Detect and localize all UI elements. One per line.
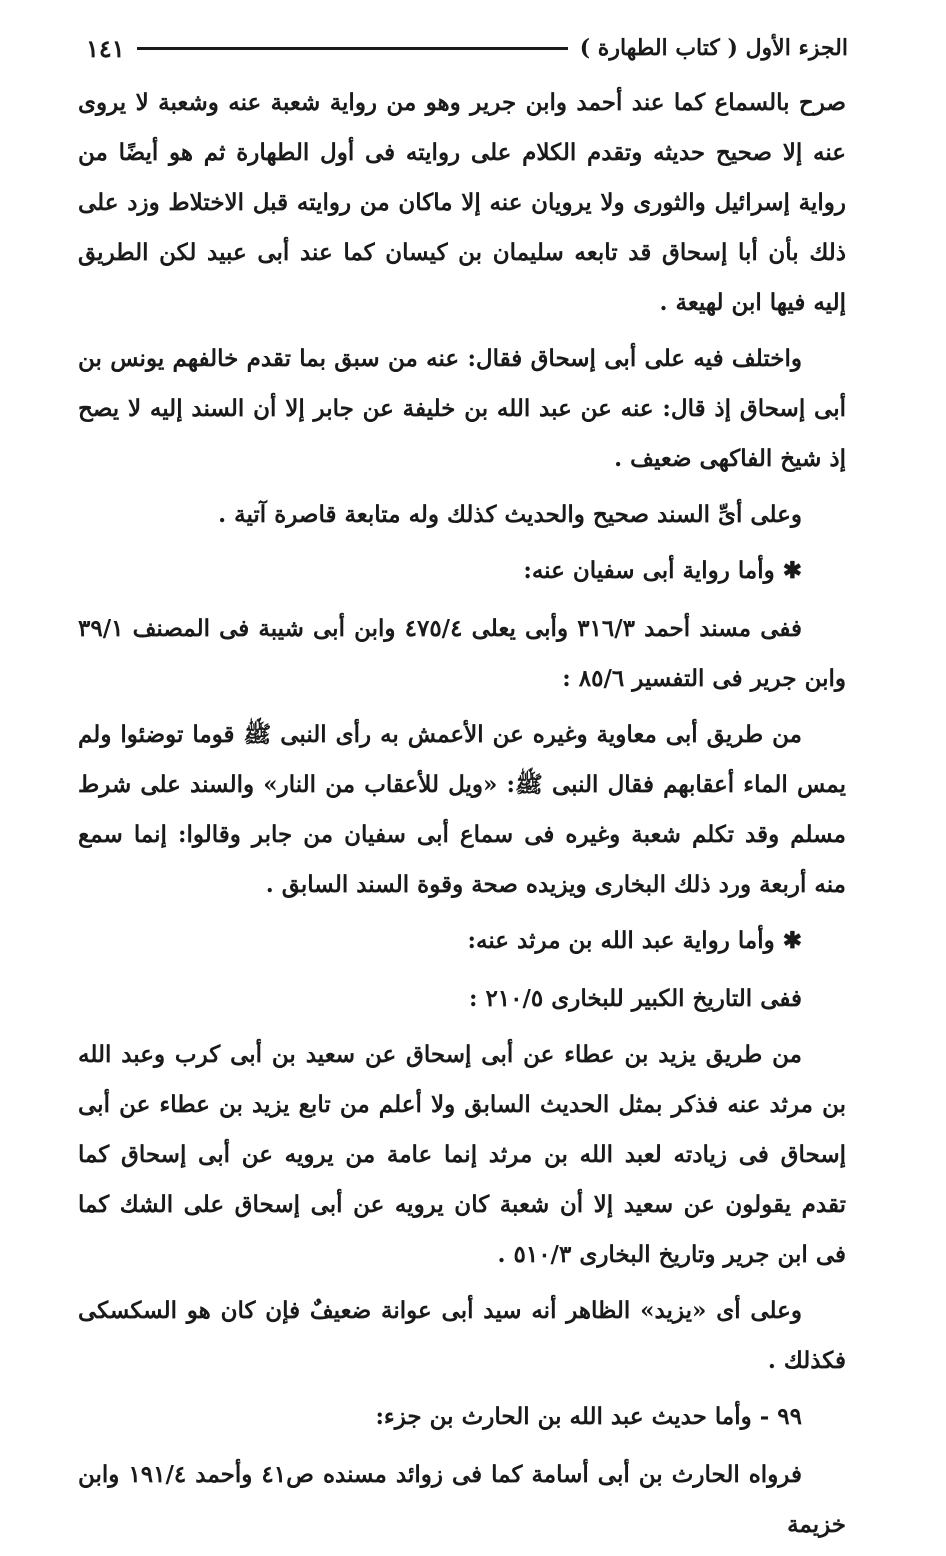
section-heading: ✱ وأما رواية أبى سفيان عنه: [78,546,846,596]
section-heading: ✱ وأما رواية عبد الله بن مرثد عنه: [78,916,846,966]
header-title: الجزء الأول ( كتاب الطهارة ) [579,35,848,61]
page-header [86,28,848,68]
paragraph: ففى مسند أحمد ٣١٦/٣ وأبى يعلى ٤٧٥/٤ وابن أبى شيبة فى المصنف ٣٩/١ وابن جرير فى التفسير ٨٥/٦ : [78,615,846,692]
paragraph: ففى التاريخ الكبير للبخارى ٢١٠/٥ : [468,985,802,1012]
paragraph: من طريق يزيد بن عطاء عن أبى إسحاق عن سعيد بن أبى كرب وعبد الله بن مرثد عنه فذكر بمثل الحديث السابق ولا أعلم من تابع يزيد بن عطاء عن أبى إسحاق فى زيادته لعبد الله بن مرثد إنما عامة من يرويه عن أبى إسحاق كما تقدم يقولون عن سعيد إلا أن شعبة كان يرويه عن أبى إسحاق على الشك كما فى ابن جرير وتاريخ البخارى ٥١٠/٣ . [78,1041,846,1268]
paragraph: واختلف فيه على أبى إسحاق فقال: عنه من سبق بما تقدم خالفهم يونس بن أبى إسحاق إذ قال: عنه عن عبد الله بن خليفة عن جابر إلا أن السند إليه لا يصح إذ شيخ الفاكهى ضعيف . [78,345,846,472]
page-number: ١٤١ [86,33,125,63]
section-heading: ٩٩ - وأما حديث عبد الله بن الحارث بن جزء: [375,1403,802,1430]
page-body [78,78,846,1556]
header-rule [137,47,568,50]
paragraph: وعلى أىِّ السند صحيح والحديث كذلك وله متابعة قاصرة آتية . [218,501,802,528]
paragraph: وعلى أى «يزيد» الظاهر أنه سيد أبى عوانة ضعيفٌ فإن كان هو السكسكى فكذلك . [78,1297,846,1374]
paragraph: من طريق أبى معاوية وغيره عن الأعمش به رأى النبى ﷺ قوما توضئوا ولم يمس الماء أعقابهم فقال النبى ﷺ: «ويل للأعقاب من النار» والسند على شرط مسلم وقد تكلم شعبة وغيره فى سماع أبى سفيان من جابر وقالوا: إنما سمع منه أربعة ورد ذلك البخارى ويزيده صحة وقوة السند السابق . [78,721,846,898]
paragraph: فرواه الحارث بن أبى أسامة كما فى زوائد مسنده ص٤١ وأحمد ١٩١/٤ وابن خزيمة [78,1461,846,1538]
paragraph: صرح بالسماع كما عند أحمد وابن جرير وهو من رواية شعبة عنه وشعبة لا يروى عنه إلا صحيح حديثه وتقدم الكلام على روايته فى أول الطهارة ثم هو أيضًا من رواية إسرائيل والثورى ولا يرويان عنه إلا ماكان من روايته قبل الاختلاط وزد على ذلك بأن أبا إسحاق قد تابعه سليمان بن كيسان كما عند أبى عبيد لكن الطريق إليه فيها ابن لهيعة . [78,89,846,316]
